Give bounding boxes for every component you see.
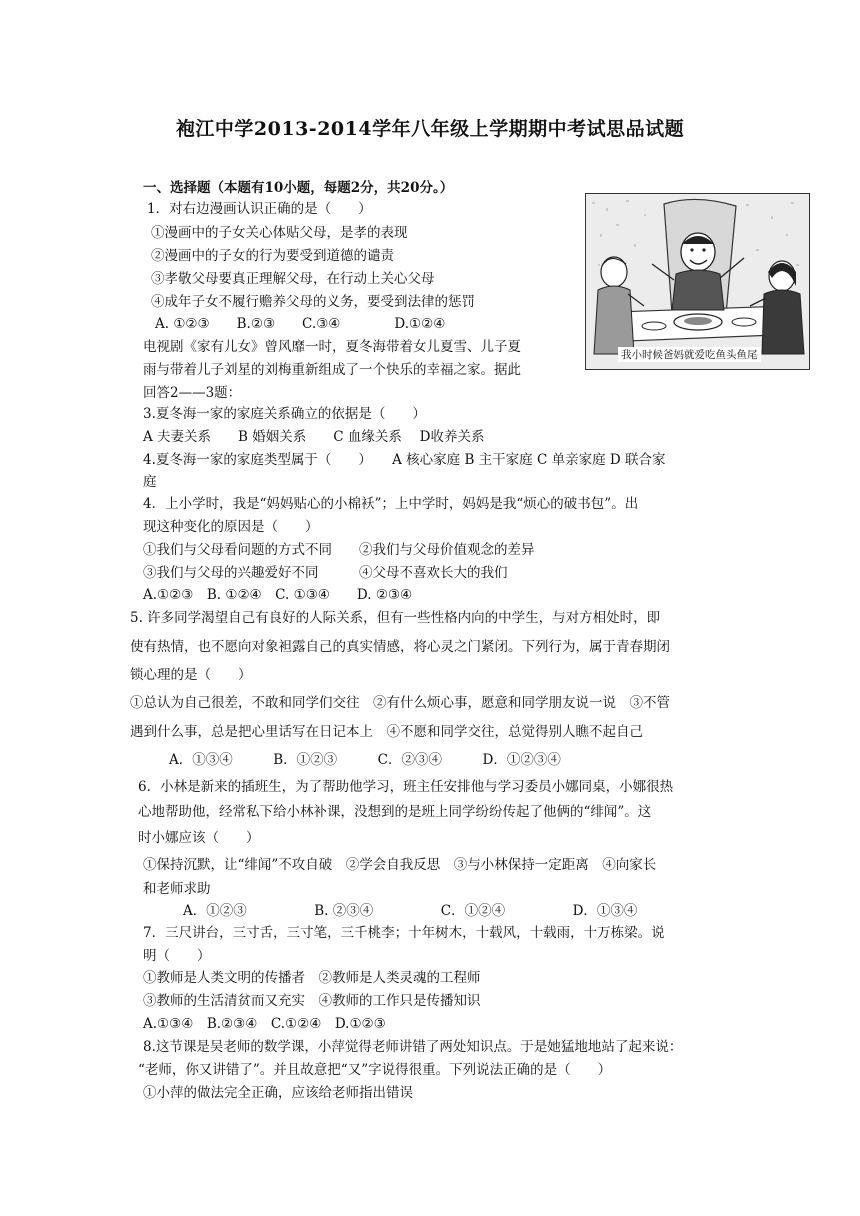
text-line: 明（ ） bbox=[143, 948, 211, 964]
text-line: 时小娜应该（ ） bbox=[138, 830, 260, 846]
text-line: A. ①②③ B.②③ C.③④ D.①②④ bbox=[155, 316, 446, 332]
page-title: 袍江中学2013-2014学年八年级上学期期中考试思品试题 bbox=[175, 118, 685, 140]
text-line: ①小萍的做法完全正确，应该给老师指出错误 bbox=[143, 1085, 413, 1101]
text-line: 庭 bbox=[143, 474, 157, 490]
text-line: A．①③④ B．①②③ C．②③④ D．①②③④ bbox=[169, 752, 561, 768]
text-line: 锁心理的是（ ） bbox=[130, 667, 252, 683]
text-line: ③我们与父母的兴趣爱好不同 ④父母不喜欢长大的我们 bbox=[143, 565, 508, 581]
text-line: 和老师求助 bbox=[143, 881, 211, 897]
text-line: 雨与带着儿子刘星的刘梅重新组成了一个快乐的幸福之家。据此 bbox=[143, 362, 521, 378]
text-line: 4．上小学时，我是“妈妈贴心的小棉袄”；上中学时，妈妈是我“烦心的破书包”。出 bbox=[143, 496, 639, 512]
text-line: 电视剧《家有儿女》曾风靡一时，夏冬海带着女儿夏雪、儿子夏 bbox=[143, 339, 521, 355]
text-line: ④成年子女不履行赡养父母的义务，要受到法律的惩罚 bbox=[151, 294, 475, 310]
text-line: 心地帮助他，经常私下给小林补课，没想到的是班上同学纷纷传起了他俩的“绯闻”。这 bbox=[138, 804, 652, 820]
text-line: A.①②③ B. ①②④ C. ①③④ D. ②③④ bbox=[143, 587, 413, 603]
text-line: 4.夏冬海一家的家庭类型属于（ ） A 核心家庭 B 主干家庭 C 单亲家庭 D 联合家 bbox=[143, 452, 666, 468]
text-line: ①总认为自己很差，不敢和同学们交往 ②有什么烦心事，愿意和同学朋友说一说 ③不管 bbox=[130, 695, 670, 711]
text-line: 遇到什么事，总是把心里话写在日记本上 ④不愿和同学交往，总觉得别人瞧不起自己 bbox=[130, 724, 643, 740]
section-header: 一、选择题（本题有10小题，每题2分，共20分。） bbox=[143, 180, 454, 196]
text-line: 回答2——3题： bbox=[143, 385, 242, 401]
text-line: ①保持沉默，让“绯闻”不攻自破 ②学会自我反思 ③与小林保持一定距离 ④向家长 bbox=[143, 857, 657, 873]
text-line: A.①③④ B.②③④ C.①②④ D.①②③ bbox=[143, 1016, 386, 1032]
cartoon-illustration bbox=[586, 194, 809, 369]
text-line: ②漫画中的子女的行为要受到道德的谴责 bbox=[151, 248, 394, 264]
text-line: A．①②③ B. ②③④ C．①②④ D．①③④ bbox=[183, 903, 638, 919]
text-line: 使有热情，也不愿向对象袒露自己的真实情感，将心灵之门紧闭。下列行为，属于青春期闭 bbox=[130, 639, 670, 655]
text-line: 1．对右边漫画认识正确的是（ ） bbox=[147, 201, 372, 217]
text-line: 8.这节课是吴老师的数学课，小萍觉得老师讲错了两处知识点。于是她猛地地站了起来说： bbox=[143, 1039, 683, 1055]
text-line: ③孝敬父母要真正理解父母，在行动上关心父母 bbox=[151, 271, 435, 287]
text-line: ③教师的生活清贫而又充实 ④教师的工作只是传播知识 bbox=[143, 993, 481, 1009]
text-line: 6．小林是新来的插班生，为了帮助他学习，班主任安排他与学习委员小娜同桌，小娜很热 bbox=[138, 779, 674, 795]
text-line: 现这种变化的原因是（ ） bbox=[143, 519, 319, 535]
text-line: ①我们与父母看问题的方式不同 ②我们与父母价值观念的差异 bbox=[143, 542, 535, 558]
text-line: ①教师是人类文明的传播者 ②教师是人类灵魂的工程师 bbox=[143, 970, 481, 986]
text-line: “老师，你又讲错了”。并且故意把“又”字说得很重。下列说法正确的是（ ） bbox=[138, 1062, 612, 1078]
text-line: 7．三尺讲台，三寸舌，三寸笔，三千桃李；十年树木，十载风，十载雨，十万栋梁。说 bbox=[143, 925, 665, 941]
cartoon-caption: 我小时候爸妈就爱吃鱼头鱼尾 bbox=[618, 347, 761, 362]
text-line: A 夫妻关系 B 婚姻关系 C 血缘关系 D收养关系 bbox=[143, 429, 485, 445]
text-line: 5. 许多同学渴望自己有良好的人际关系，但有一些性格内向的中学生，与对方相处时，即 bbox=[130, 610, 661, 626]
text-line: ①漫画中的子女关心体贴父母，是孝的表现 bbox=[151, 225, 408, 241]
text-line: 3.夏冬海一家的家庭关系确立的依据是（ ） bbox=[143, 406, 426, 422]
cartoon-image bbox=[585, 193, 810, 370]
